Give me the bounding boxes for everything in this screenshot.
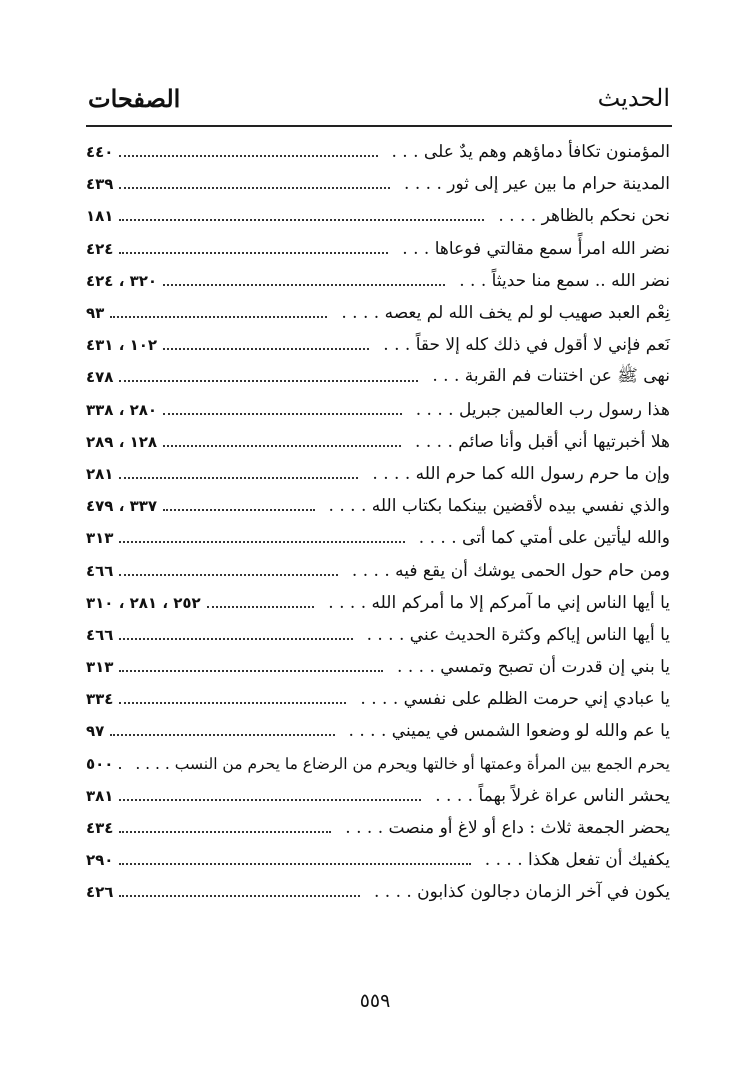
hadith-text: والله ليأتين على أمتي كما أتى . . . . (418, 528, 670, 549)
index-entry (86, 587, 670, 619)
index-entry (86, 168, 670, 200)
dot-leader (119, 541, 404, 543)
dot-leader (119, 702, 346, 704)
index-entry (86, 329, 670, 361)
hadith-text: نحن نحكم بالظاهر . . . . (498, 206, 670, 227)
index-entry (86, 651, 670, 683)
page-references: ٥٠٠ (86, 754, 114, 773)
page-references: ٢٨٠ ، ٣٣٨ (86, 400, 158, 419)
dot-leader (119, 187, 390, 189)
hadith-text: يا بني إن قدرت أن تصبح وتمسي . . . . (397, 657, 670, 678)
dot-leader (163, 413, 402, 415)
hadith-text: يا عم والله لو وضعوا الشمس في يميني . . . . (348, 721, 670, 742)
index-entry (86, 876, 670, 908)
index-entry (86, 394, 670, 426)
hadith-text: نِعْم العبد صهيب لو لم يخف الله لم يعصه . . . . (341, 303, 670, 324)
page-references: ١٨١ (86, 207, 114, 226)
dot-leader (163, 284, 445, 286)
hadith-text: نهى ﷺ عن اختنات فم القربة . . . (432, 365, 670, 386)
index-entry (86, 715, 670, 747)
hadith-text: المدينة حرام ما بين عير إلى ثور . . . . (404, 174, 670, 195)
page-references: ٤٦٦ (86, 561, 114, 580)
index-entry (86, 748, 670, 780)
pages-column-heading: الصفحات (88, 84, 181, 113)
hadith-text: هلا أخبرتيها أني أقبل وأنا صائم . . . . (415, 431, 670, 452)
page-number: ٥٥٩ (359, 990, 391, 1012)
page-references: ٩٧ (86, 722, 105, 741)
header-divider (86, 125, 672, 127)
hadith-text: يحشر الناس عراة غرلاً بهماً . . . . (435, 785, 670, 806)
index-entry (86, 619, 670, 651)
hadith-text: يا أيها الناس إياكم وكثرة الحديث عني . . . . (366, 624, 670, 645)
dot-leader (119, 670, 383, 672)
index-entry (86, 844, 670, 876)
dot-leader (110, 734, 334, 736)
dot-leader (163, 445, 401, 447)
page-references: ٣٣٧ ، ٤٧٩ (86, 497, 158, 516)
dot-leader (119, 767, 121, 769)
index-entry (86, 458, 670, 490)
index-header (88, 84, 670, 124)
hadith-text: نضر الله .. سمع منا حديثاً . . . (459, 270, 670, 291)
page-references: ٣٢٠ ، ٤٢٤ (86, 271, 158, 290)
page-references: ٢٥٢ ، ٢٨١ ، ٣١٠ (86, 593, 201, 612)
page-references: ٤٦٦ (86, 625, 114, 644)
index-entry (86, 136, 670, 168)
dot-leader (119, 831, 331, 833)
dot-leader (119, 895, 359, 897)
index-entry (86, 297, 670, 329)
hadith-text: المؤمنون تكافأ دماؤهم وهم يدٌ على . . . (391, 142, 670, 163)
hadith-text: يكفيك أن تفعل هكذا . . . . (484, 850, 670, 871)
hadith-text: وإن ما حرم رسول الله كما حرم الله . . . . (372, 463, 670, 484)
page-references: ٣٨١ (86, 786, 114, 805)
page-references: ٩٣ (86, 304, 105, 323)
dot-leader (110, 316, 327, 318)
page-references: ١٢٨ ، ٢٨٩ (86, 432, 158, 451)
hadith-text: ومن حام حول الحمى يوشك أن يقع فيه . . . . (351, 560, 670, 581)
page-references: ٣١٣ (86, 529, 114, 548)
index-entry (86, 812, 670, 844)
dot-leader (119, 155, 377, 157)
index-entry (86, 554, 670, 586)
hadith-text: يا أيها الناس إني ما آمركم إلا ما أمركم الله . . . . (328, 592, 670, 613)
dot-leader (163, 509, 314, 511)
index-entry (86, 522, 670, 554)
page-references: ٢٨١ (86, 464, 114, 483)
hadith-text: يا عبادي إني حرمت الظلم على نفسي . . . . (360, 689, 670, 710)
dot-leader (119, 477, 358, 479)
hadith-text: نضر الله امرأً سمع مقالتي فوعاها . . . (402, 238, 670, 259)
page-references: ٤٣٩ (86, 175, 114, 194)
hadith-text: يكون في آخر الزمان دجالون كذابون . . . . (373, 882, 670, 903)
page-references: ٢٩٠ (86, 851, 114, 870)
index-entry (86, 426, 670, 458)
dot-leader (119, 252, 388, 254)
hadith-text: هذا رسول رب العالمين جبريل . . . . (415, 399, 670, 420)
dot-leader (119, 380, 418, 382)
index-entry (86, 265, 670, 297)
hadith-text: نَعم فإني لا أقول في ذلك كله إلا حقاً . . . (383, 335, 670, 356)
hadith-text: والذي نفسي بيده لأقضين بينكما بكتاب الله . . . . (328, 496, 670, 517)
index-entry (86, 200, 670, 232)
index-entry (86, 361, 670, 393)
dot-leader (119, 574, 337, 576)
page-references: ٣٣٤ (86, 690, 114, 709)
dot-leader (119, 638, 352, 640)
index-entry (86, 233, 670, 265)
dot-leader (119, 219, 484, 221)
hadith-index-list (86, 136, 670, 909)
page-references: ٤٢٤ (86, 239, 114, 258)
hadith-column-heading: الحديث (597, 84, 670, 112)
index-entry (86, 780, 670, 812)
page-references: ٤٣٤ (86, 819, 114, 838)
hadith-text: يحرم الجمع بين المرأة وعمتها أو خالتها ويحرم من الرضاع ما يحرم من النسب . . . . (135, 754, 670, 773)
page-references: ٤٧٨ (86, 368, 114, 387)
dot-leader (207, 606, 315, 608)
hadith-text: يحضر الجمعة ثلاث : داع أو لاغ أو منصت . . . . (345, 818, 670, 839)
dot-leader (119, 863, 470, 865)
index-entry (86, 490, 670, 522)
page-references: ٣١٣ (86, 658, 114, 677)
page-references: ٤٢٦ (86, 883, 114, 902)
dot-leader (119, 799, 421, 801)
page-references: ٤٤٠ (86, 143, 114, 162)
page-references: ١٠٢ ، ٤٣١ (86, 336, 158, 355)
dot-leader (163, 348, 369, 350)
index-entry (86, 683, 670, 715)
